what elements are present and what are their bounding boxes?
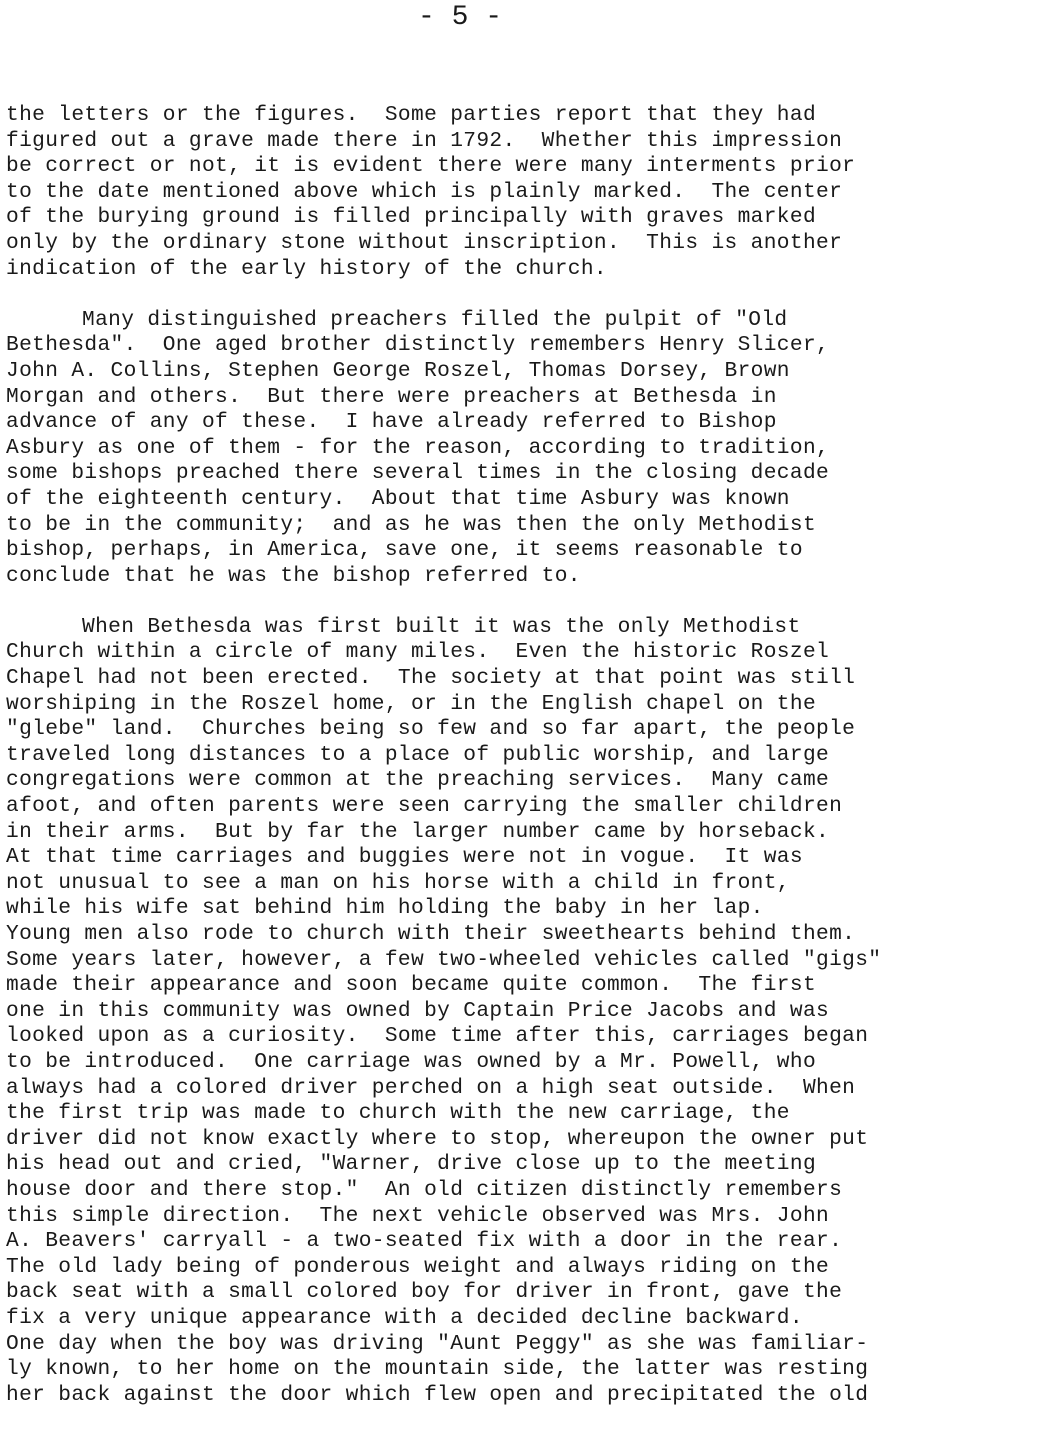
- text-line: looked upon as a curiosity. Some time after this, carriages began: [6, 1024, 869, 1049]
- text-line: always had a colored driver perched on a high seat outside. When: [6, 1075, 856, 1100]
- text-line: not unusual to see a man on his horse with a child in front,: [6, 870, 790, 895]
- text-line: Young men also rode to church with their sweethearts behind them.: [6, 922, 856, 946]
- text-line: to the date mentioned above which is plainly marked. The center: [6, 179, 843, 204]
- paragraph: [6, 308, 1046, 590]
- text-line: while his wife sat behind him holding the baby in her lap.: [6, 896, 764, 921]
- text-line: At that time carriages and buggies were not in vogue. It was: [6, 845, 803, 870]
- text-line: Bethesda". One aged brother distinctly remembers Henry Slicer,: [6, 333, 830, 358]
- text-line: her back against the door which flew open and precipitated the old: [6, 1382, 869, 1407]
- text-line: Morgan and others. But there were preachers at Bethesda in: [6, 384, 777, 409]
- text-line: the letters or the figures. Some parties report that they had: [6, 103, 817, 127]
- text-line: house door and there stop." An old citizen distinctly remembers: [6, 1177, 843, 1202]
- text-line: traveled long distances to a place of public worship, and large: [6, 742, 830, 767]
- text-line: The old lady being of ponderous weight and always riding on the: [6, 1254, 830, 1279]
- text-line: Chapel had not been erected. The society at that point was still: [6, 666, 856, 691]
- body-text: [6, 103, 1046, 1434]
- text-line: this simple direction. The next vehicle observed was Mrs. John: [6, 1203, 830, 1228]
- text-line: John A. Collins, Stephen George Roszel, Thomas Dorsey, Brown: [6, 358, 790, 383]
- text-line: of the eighteenth century. About that time Asbury was known: [6, 486, 790, 511]
- text-line: to be in the community; and as he was then the only Methodist: [6, 512, 817, 537]
- text-line: be correct or not, it is evident there were many interments prior: [6, 154, 856, 179]
- text-line: to be introduced. One carriage was owned by a Mr. Powell, who: [6, 1049, 817, 1074]
- text-line: of the burying ground is filled principally with graves marked: [6, 205, 817, 230]
- text-line: Many distinguished preachers filled the pulpit of "Old: [82, 307, 788, 332]
- text-line: driver did not know exactly where to stop, whereupon the owner put: [6, 1126, 869, 1151]
- text-line: the first trip was made to church with the new carriage, the: [6, 1101, 790, 1126]
- text-line: one in this community was owned by Captain Price Jacobs and was: [6, 998, 830, 1023]
- text-line: Some years later, however, a few two-wheeled vehicles called "gigs": [6, 947, 882, 972]
- text-line: When Bethesda was first built it was the only Methodist: [82, 614, 801, 639]
- text-line: made their appearance and soon became quite common. The first: [6, 973, 817, 998]
- text-line: only by the ordinary stone without inscription. This is another: [6, 230, 843, 255]
- text-line: in their arms. But by far the larger number came by horseback.: [6, 819, 830, 844]
- text-line: indication of the early history of the church.: [6, 256, 607, 281]
- text-line: ly known, to her home on the mountain side, the latter was resting: [6, 1357, 869, 1382]
- text-line: congregations were common at the preaching services. Many came: [6, 768, 830, 793]
- text-line: worshiping in the Roszel home, or in the English chapel on the: [6, 691, 817, 716]
- text-line: figured out a grave made there in 1792. Whether this impression: [6, 128, 843, 153]
- text-line: his head out and cried, "Warner, drive close up to the meeting: [6, 1152, 817, 1177]
- text-line: Asbury as one of them - for the reason, according to tradition,: [6, 435, 830, 460]
- text-line: advance of any of these. I have already referred to Bishop: [6, 410, 777, 435]
- text-line: back seat with a small colored boy for driver in front, gave the: [6, 1280, 843, 1305]
- paragraph: [6, 615, 1046, 1408]
- page-number: - 5 -: [417, 2, 502, 33]
- paragraph: [6, 103, 1046, 282]
- text-line: afoot, and often parents were seen carrying the smaller children: [6, 794, 843, 819]
- text-line: One day when the boy was driving "Aunt Peggy" as she was familiar-: [6, 1331, 869, 1356]
- text-line: conclude that he was the bishop referred to.: [6, 563, 581, 588]
- text-line: bishop, perhaps, in America, save one, it seems reasonable to: [6, 538, 803, 563]
- text-line: A. Beavers' carryall - a two-seated fix with a door in the rear.: [6, 1229, 843, 1254]
- text-line: some bishops preached there several times in the closing decade: [6, 461, 830, 486]
- text-line: fix a very unique appearance with a decided decline backward.: [6, 1305, 803, 1330]
- text-line: Church within a circle of many miles. Even the historic Roszel: [6, 640, 830, 665]
- text-line: "glebe" land. Churches being so few and so far apart, the people: [6, 717, 856, 742]
